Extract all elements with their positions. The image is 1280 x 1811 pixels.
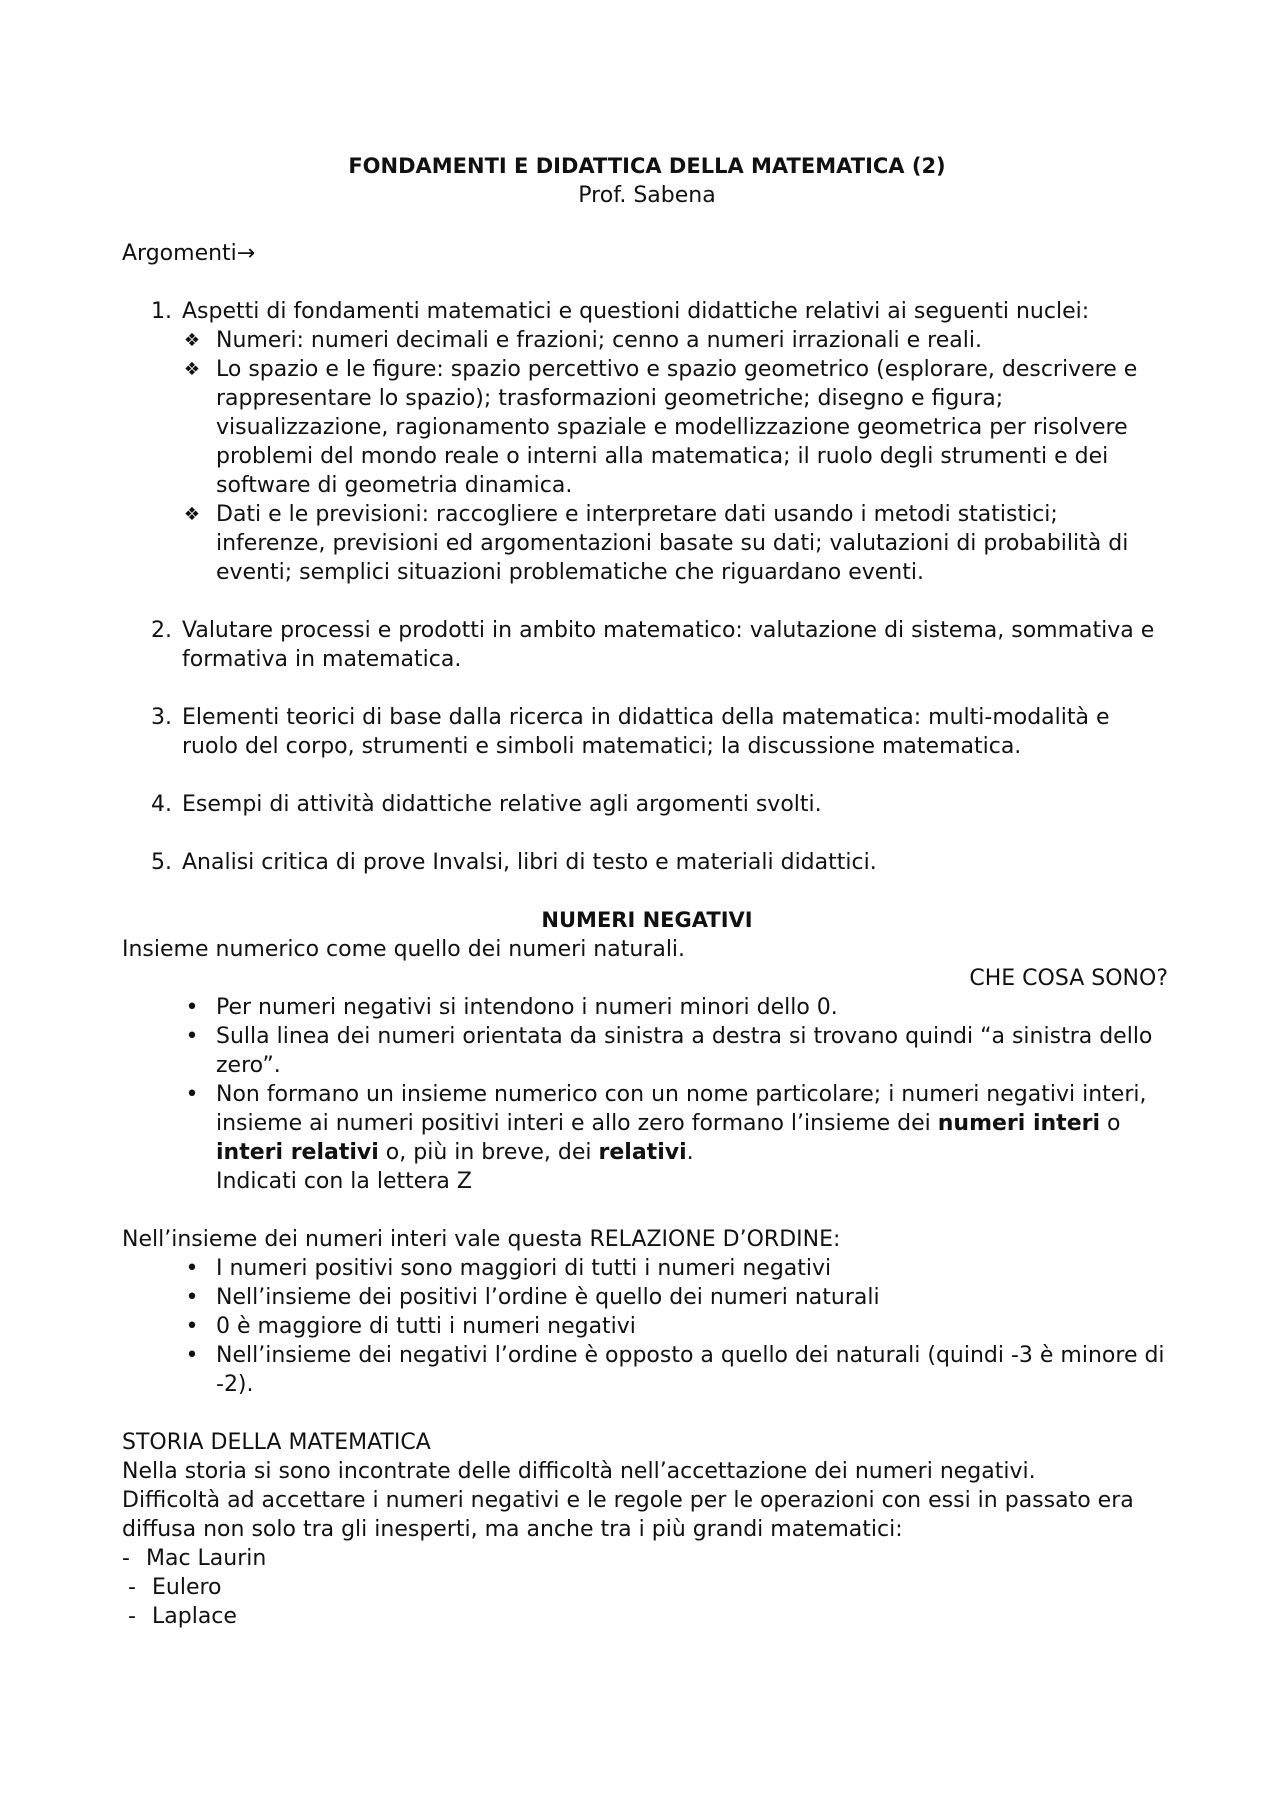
diamond-bullet-icon: ❖ [183, 504, 201, 525]
bullet-icon: • [185, 995, 199, 1020]
bullet-icon: • [185, 1314, 199, 1339]
bullet-icon: • [185, 1024, 199, 1049]
ordine-intro: Nell’insieme dei numeri interi vale questa RELAZIONE D’ORDINE: [122, 1227, 841, 1252]
text-part: . [686, 1140, 694, 1165]
text-part: o, più in breve, dei [378, 1140, 599, 1165]
bullet-text: Sulla linea dei numeri orientata da sinistra a destra si trovano quindi “a sinistra dello zero”. [216, 1024, 1153, 1078]
item-text: Analisi critica di prove Invalsi, libri di testo e materiali didattici. [182, 850, 877, 875]
sub-item-text: Lo spazio e le figure: spazio percettivo e spazio geometrico (esplorare, descrivere e rappresentare lo spazio); trasformazioni geometriche; disegno e figura; visualizzazione, ragionamento spaziale e modellizzazione geometrica per risolvere problemi del mondo reale o interni alla matematica; il ruolo degli strumenti e dei software di geometria dinamica. [216, 357, 1138, 498]
argomenti-label: Argomenti→ [122, 241, 256, 266]
item-text: Esempi di attività didattiche relative agli argomenti svolti. [182, 792, 822, 817]
item-number: 4. [151, 792, 172, 817]
item-text: Aspetti di fondamenti matematici e questioni didattiche relativi ai seguenti nuclei: [182, 299, 1090, 324]
ordine-text: 0 è maggiore di tutti i numeri negativi [216, 1314, 636, 1339]
argomenti-item-3 [122, 703, 1172, 761]
matematico-name: Eulero [152, 1575, 222, 1600]
document-title: FONDAMENTI E DIDATTICA DELLA MATEMATICA (2) [348, 154, 946, 178]
text-part: Non formano un insieme numerico con un nome particolare; i numeri negativi interi, insieme ai numeri positivi interi e allo zero formano l’insieme dei [216, 1082, 1147, 1136]
argomenti-item-4 [122, 790, 1172, 819]
bold-term-numeri-interi: numeri interi [937, 1111, 1100, 1136]
matematico-list-item [122, 1544, 1172, 1573]
item-text: Valutare processi e prodotti in ambito matematico: valutazione di sistema, sommativa e formativa in matematica. [182, 618, 1155, 672]
diamond-bullet-icon: ❖ [183, 330, 201, 351]
dash-icon: - [128, 1575, 136, 1600]
storia-line-2: Difficoltà ad accettare i numeri negativi e le regole per le operazioni con essi in passato era diffusa non solo tra gli inesperti, ma anche tra i più grandi matematici: [122, 1488, 1134, 1542]
matematico-name: Mac Laurin [146, 1546, 267, 1571]
item-number: 1. [151, 299, 172, 324]
negativi-bullet-1 [168, 993, 1172, 1022]
matematico-name: Laplace [152, 1604, 237, 1629]
ordine-text: Nell’insieme dei negativi l’ordine è opposto a quello dei naturali (quindi -3 è minore di -2). [216, 1343, 1165, 1397]
argomenti-item-1 [122, 297, 1172, 326]
text-part: o [1100, 1111, 1121, 1136]
storia-line-1: Nella storia si sono incontrate delle difficoltà nell’accettazione dei numeri negativi. [122, 1459, 1036, 1484]
note-lettera-z: Indicati con la lettera Z [216, 1169, 472, 1194]
item-number: 3. [151, 705, 172, 730]
section-heading-numeri-negativi: NUMERI NEGATIVI [541, 908, 753, 932]
sub-item-spazio [168, 355, 1172, 500]
matematico-list-item [122, 1573, 1172, 1602]
bold-term-interi-relativi: interi relativi [216, 1140, 379, 1165]
ordine-text: I numeri positivi sono maggiori di tutti i numeri negativi [216, 1256, 832, 1281]
bullet-icon: • [185, 1256, 199, 1281]
negativi-question: CHE COSA SONO? [969, 966, 1168, 991]
document-page [122, 152, 1172, 1631]
sub-item-text: Dati e le previsioni: raccogliere e interpretare dati usando i metodi statistici; inferenze, previsioni ed argomentazioni basate su dati; valutazioni di probabilità di eventi; semplici situazioni problematiche che riguardano eventi. [216, 502, 1129, 585]
ordine-item [168, 1312, 1172, 1341]
dash-icon: - [128, 1604, 136, 1629]
item-number: 5. [151, 850, 172, 875]
matematico-list-item [122, 1602, 1172, 1631]
bold-term-relativi: relativi [598, 1140, 687, 1165]
diamond-bullet-icon: ❖ [183, 359, 201, 380]
bullet-icon: • [185, 1285, 199, 1310]
sub-item-text: Numeri: numeri decimali e frazioni; cenno a numeri irrazionali e reali. [216, 328, 982, 353]
ordine-item [168, 1283, 1172, 1312]
professor-name: Prof. Sabena [578, 183, 716, 208]
ordine-item [168, 1254, 1172, 1283]
bullet-icon: • [185, 1343, 199, 1368]
ordine-text: Nell’insieme dei positivi l’ordine è quello dei numeri naturali [216, 1285, 880, 1310]
bullet-text [216, 1080, 1172, 1196]
item-text: Elementi teorici di base dalla ricerca in didattica della matematica: multi-modalità e ruolo del corpo, strumenti e simboli matematici; la discussione matematica. [182, 705, 1110, 759]
bullet-icon: • [185, 1082, 199, 1107]
sub-item-dati [168, 500, 1172, 587]
item-number: 2. [151, 618, 172, 643]
negativi-intro: Insieme numerico come quello dei numeri naturali. [122, 937, 686, 962]
sub-item-numeri [168, 326, 1172, 355]
dash-icon: - [122, 1546, 130, 1571]
argomenti-item-5 [122, 848, 1172, 877]
bullet-text: Per numeri negativi si intendono i numeri minori dello 0. [216, 995, 838, 1020]
ordine-item [168, 1341, 1172, 1399]
negativi-bullet-3 [168, 1080, 1172, 1196]
negativi-bullet-2 [168, 1022, 1172, 1080]
argomenti-item-2 [122, 616, 1172, 674]
storia-heading: STORIA DELLA MATEMATICA [122, 1430, 431, 1455]
